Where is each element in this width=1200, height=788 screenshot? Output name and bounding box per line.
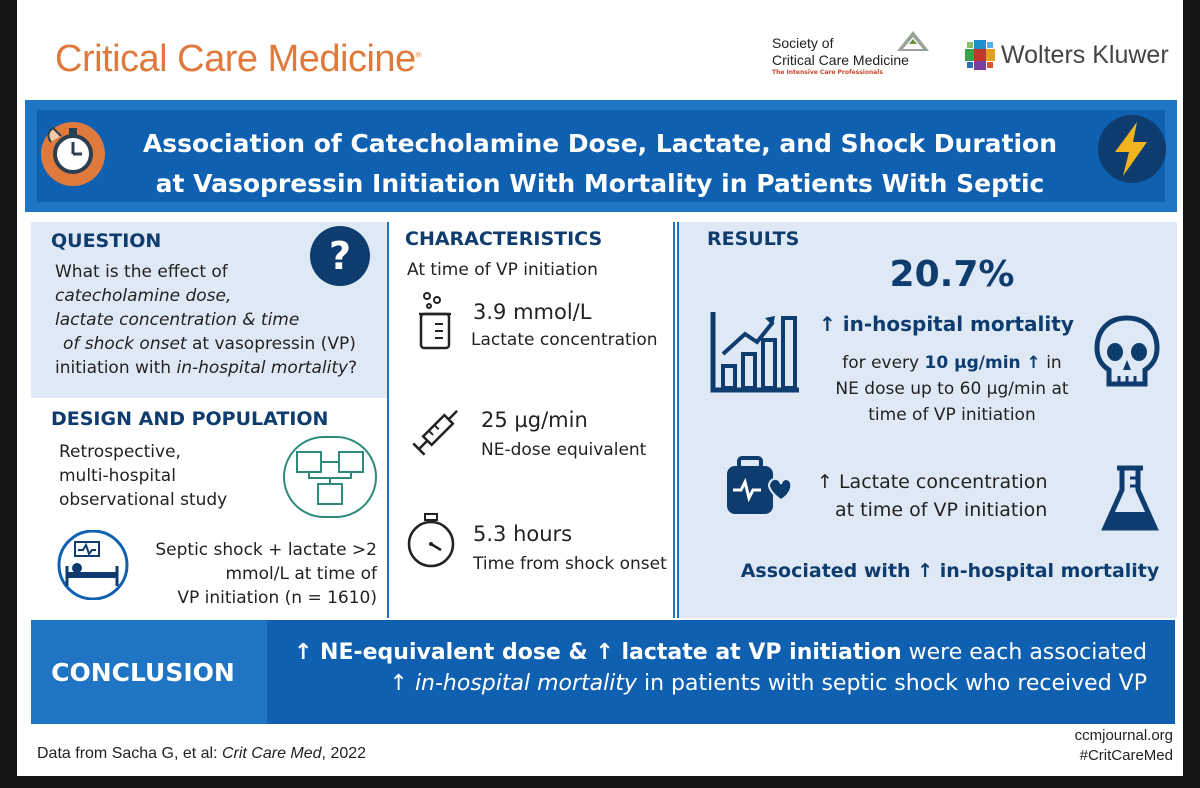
stopwatch-icon <box>407 510 459 570</box>
wk-text: Wolters Kluwer <box>1001 40 1169 69</box>
association-text: Associated with ↑ in-hospital mortality <box>740 560 1160 582</box>
sccm-line1: Society of <box>772 35 834 51</box>
characteristics-subheading: At time of VP initiation <box>407 260 598 280</box>
population-text: Septic shock + lactate >2 mmol/L at time of VP initiation (n = 1610) <box>155 540 377 608</box>
syringe-icon <box>409 400 467 460</box>
question-heading: QUESTION <box>51 230 162 252</box>
conclusion-bar <box>31 620 1175 724</box>
journal-logo: Critical Care Medicine® <box>55 38 422 80</box>
infographic-card <box>17 0 1183 776</box>
shock-time-value: 5.3 hours <box>473 522 573 546</box>
sccm-tagline: The Intensive Care Professionals <box>772 69 883 76</box>
shock-time-label: Time from shock onset <box>473 554 667 574</box>
hospital-bed-icon <box>53 530 133 600</box>
beaker-icon <box>415 292 455 352</box>
design-text: Retrospective, multi-hospital observational study <box>59 442 228 510</box>
lactate-value: 3.9 mmol/L <box>473 300 592 324</box>
conclusion-text: ↑ NE-equivalent dose & ↑ lactate at VP initiation were each associated ↑ in-hospital mortality in patients with septic shock who received VP <box>267 620 1175 724</box>
sccm-line2: Critical Care Medicine <box>772 52 909 68</box>
design-heading: DESIGN AND POPULATION <box>51 408 329 430</box>
journal-site-link[interactable]: ccmjournal.org <box>1074 727 1173 744</box>
medical-bag-heart-icon <box>723 452 793 522</box>
title-banner <box>25 100 1177 212</box>
question-text: What is the effect of catecholamine dose, lactate concentration & time of shock onset at vasopressin (VP) initiation with in-hospital mortality? <box>55 262 358 378</box>
sccm-logo <box>772 35 932 95</box>
mortality-percent: 20.7% <box>889 254 1015 295</box>
mortality-text: ↑ in-hospital mortality <box>819 312 1074 336</box>
hospital-network-icon <box>283 436 377 518</box>
lactate-label: Lactate concentration <box>471 330 658 350</box>
characteristics-heading: CHARACTERISTICS <box>405 228 603 250</box>
sccm-triangle-icon <box>897 31 929 51</box>
ne-dose-label: NE-dose equivalent <box>481 440 647 460</box>
stopwatch-hand-icon <box>39 112 111 192</box>
wk-globe-icon <box>965 40 995 70</box>
page-title: Association of Catecholamine Dose, Lactate, and Shock Duration at Vasopressin Initiation With Mortality in Patients With Septic <box>142 129 1058 198</box>
flask-icon <box>1101 464 1159 534</box>
lactate-result-text: ↑ Lactate concentration at time of VP initiation <box>817 471 1048 521</box>
journal-links <box>1047 726 1173 766</box>
ne-dose-value: 25 µg/min <box>481 408 588 432</box>
svg-text:?: ? <box>328 234 352 278</box>
rising-bar-chart-icon <box>709 310 801 394</box>
wolters-kluwer-logo <box>965 40 1169 70</box>
hashtag: #CritCareMed <box>1079 747 1173 764</box>
skull-icon <box>1093 314 1161 398</box>
source-citation: Data from Sacha G, et al: Crit Care Med, 2022 <box>37 745 367 762</box>
lightning-icon <box>1097 114 1167 184</box>
conclusion-label: CONCLUSION <box>31 620 255 724</box>
dose-result-text: for every 10 µg/min ↑ in NE dose up to 60 µg/min at time of VP initiation <box>835 353 1069 425</box>
results-heading: RESULTS <box>707 228 800 250</box>
